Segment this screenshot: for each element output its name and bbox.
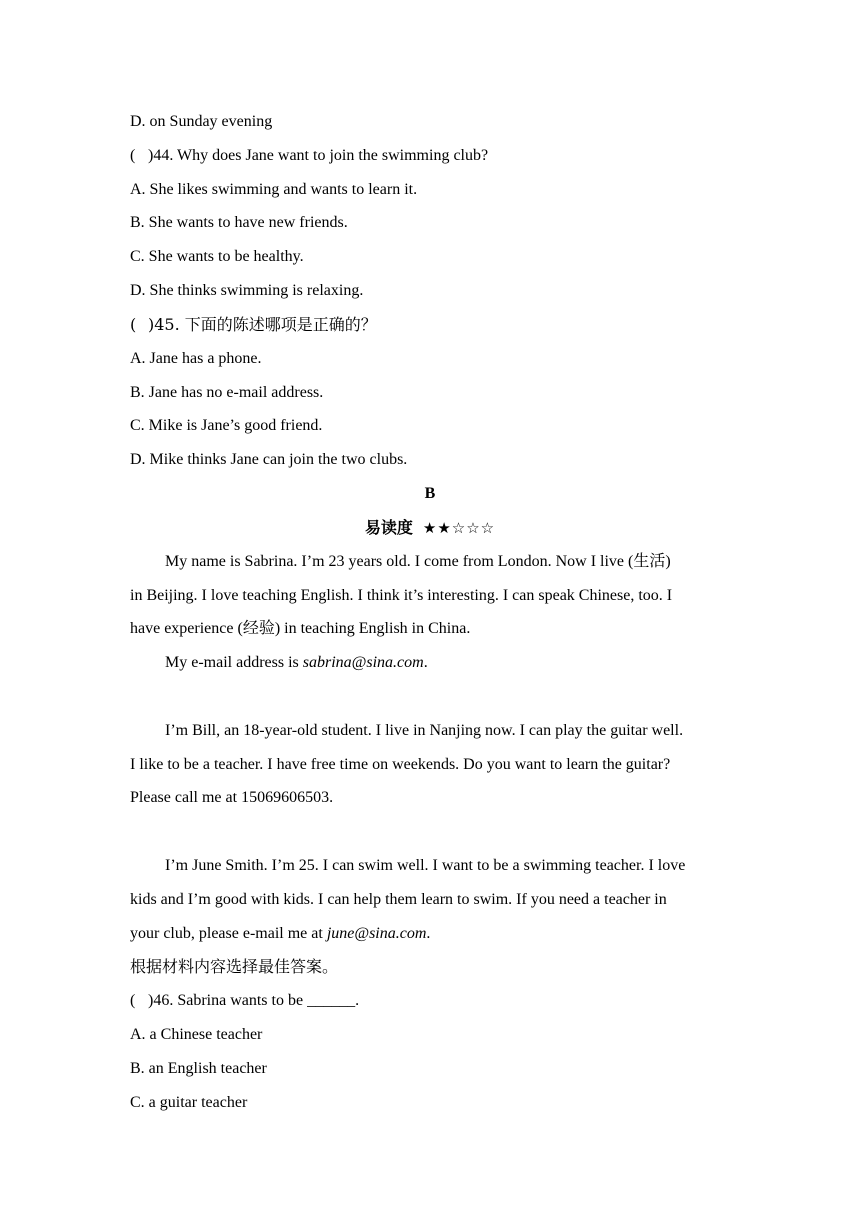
- difficulty-stars: ★★☆☆☆: [422, 519, 496, 537]
- passage-line: I like to be a teacher. I have free time on weekends. Do you want to learn the guitar?: [130, 756, 671, 773]
- passage-line: My name is Sabrina. I’m 23 years old. I come from London. Now I live (生活): [165, 553, 671, 570]
- q45-option-b: B. Jane has no e-mail address.: [130, 384, 324, 401]
- passage-line: I’m June Smith. I’m 25. I can swim well. I want to be a swimming teacher. I love: [165, 857, 686, 874]
- difficulty-rating: [0, 518, 860, 538]
- q46-option-b: B. an English teacher: [130, 1060, 267, 1077]
- answer-paren: (: [130, 147, 136, 164]
- sabrina-email: sabrina@sina.com: [302, 654, 424, 671]
- passage-line: Please call me at 15069606503.: [130, 789, 334, 806]
- answer-paren: (: [130, 315, 137, 334]
- q46-stem: [130, 991, 359, 1011]
- q43-option-d: D. on Sunday evening: [130, 113, 273, 130]
- sabrina-email-line: My e-mail address is sabrina@sina.com.: [165, 654, 428, 671]
- passage-line: have experience (经验) in teaching English in China.: [130, 620, 471, 637]
- q44-option-c: C. She wants to be healthy.: [130, 248, 304, 265]
- q45-option-d: D. Mike thinks Jane can join the two clubs.: [130, 451, 408, 468]
- q44-option-d: D. She thinks swimming is relaxing.: [130, 282, 364, 299]
- q45-option-a: A. Jane has a phone.: [130, 350, 262, 367]
- difficulty-label: 易读度: [364, 518, 413, 537]
- q45-stem: [130, 315, 377, 335]
- q44-option-b: B. She wants to have new friends.: [130, 214, 348, 231]
- q45-stem-text: )45. 下面的陈述哪项是正确的？: [148, 315, 377, 334]
- q46-option-c: C. a guitar teacher: [130, 1094, 248, 1111]
- q44-stem-text: )44. Why does Jane want to join the swimming club?: [148, 147, 489, 164]
- passage-line: I’m Bill, an 18-year-old student. I live in Nanjing now. I can play the guitar well.: [165, 722, 684, 739]
- q44-stem: [130, 146, 488, 166]
- q45-option-c: C. Mike is Jane’s good friend.: [130, 417, 323, 434]
- june-email-line: your club, please e-mail me at june@sina.com.: [130, 925, 431, 942]
- q46-stem-text: )46. Sabrina wants to be ______.: [148, 992, 360, 1009]
- passage-line: kids and I’m good with kids. I can help them learn to swim. If you need a teacher in: [130, 891, 667, 908]
- passage-line: in Beijing. I love teaching English. I think it’s interesting. I can speak Chinese, too. I: [130, 587, 673, 604]
- june-email: june@sina.com: [326, 925, 427, 942]
- q46-option-a: A. a Chinese teacher: [130, 1026, 263, 1043]
- instruction: 根据材料内容选择最佳答案。: [130, 957, 339, 976]
- q44-option-a: A. She likes swimming and wants to learn it.: [130, 181, 418, 198]
- answer-paren: (: [130, 992, 136, 1009]
- section-b-heading: B: [424, 485, 436, 502]
